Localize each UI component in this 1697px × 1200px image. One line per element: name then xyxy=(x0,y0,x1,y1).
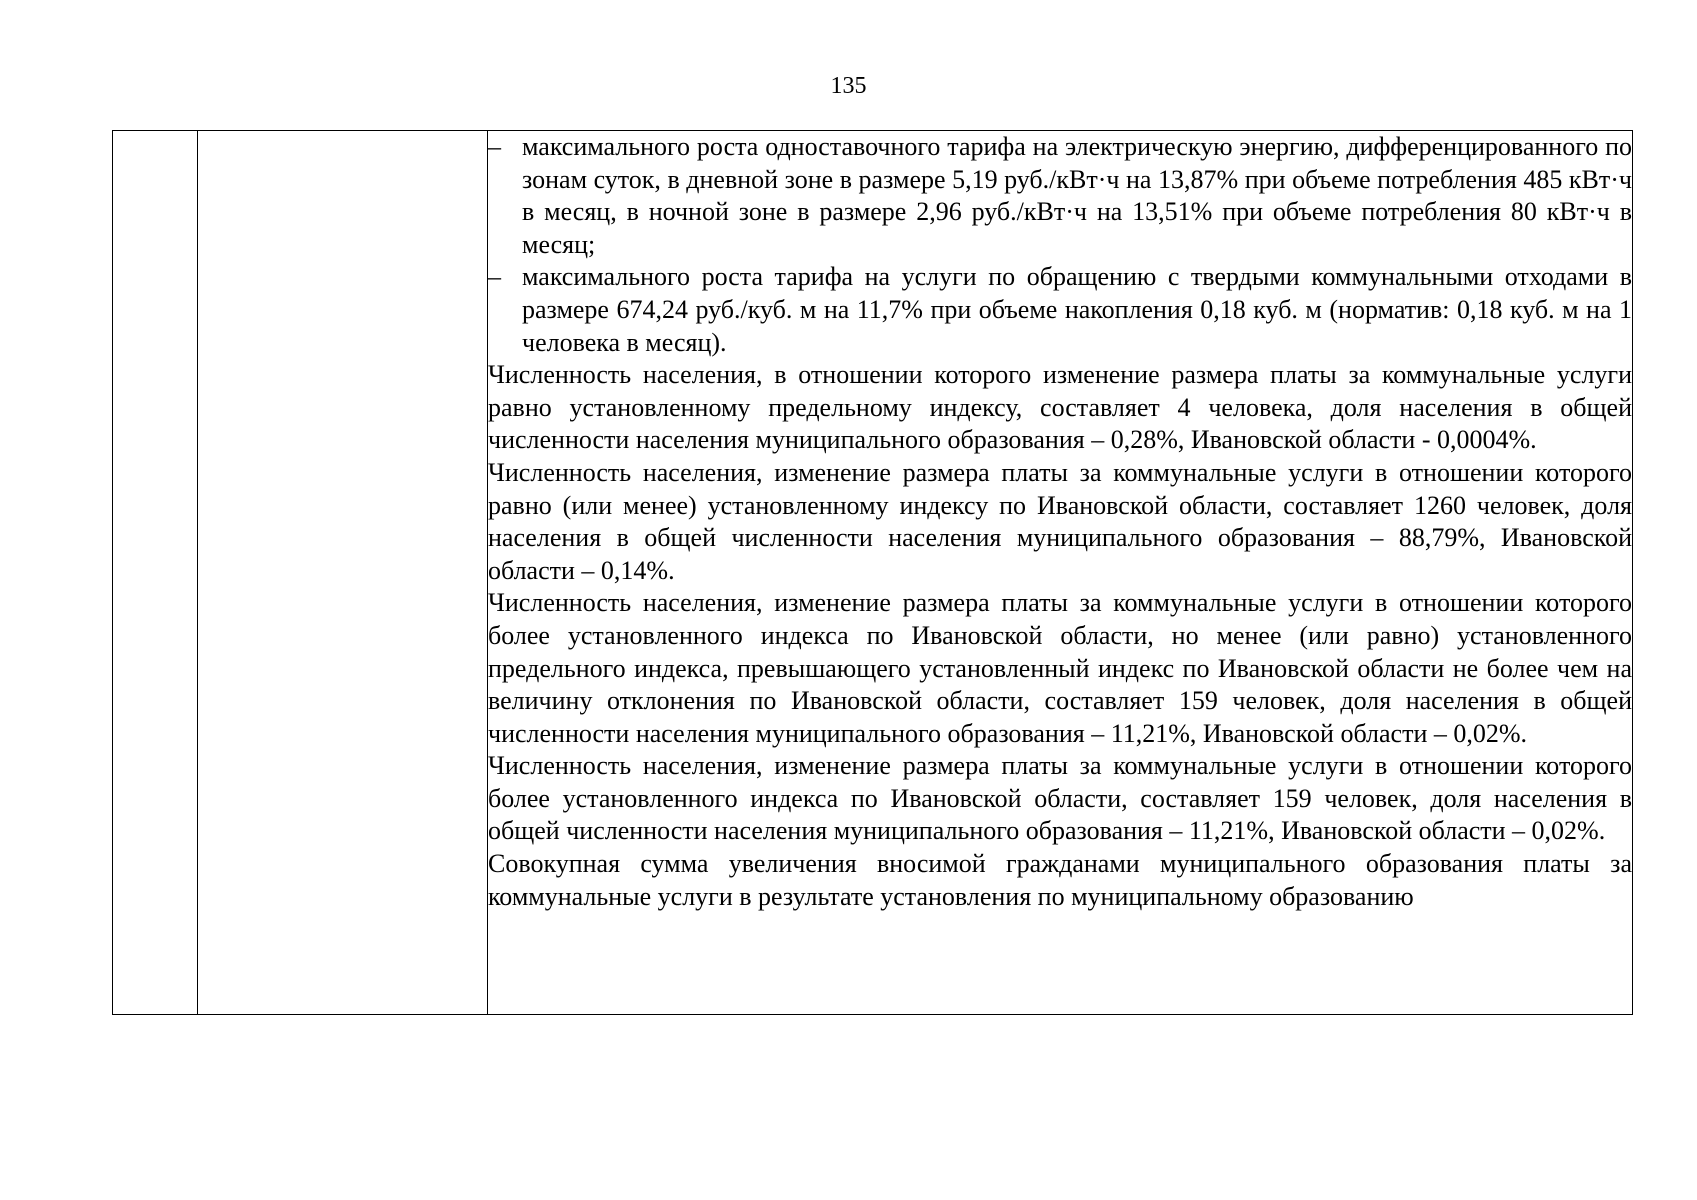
dash-item-text: максимального роста одноставочного тарифа на электрическую энергию, дифференцированного по зонам суток, в дневной зоне в размере 5,19 руб./кВт·ч на 13,87% при объеме потребления 485 кВт·ч в месяц, в ночной зоне в размере 2,96 руб./кВт·ч на 13,51% при объеме потребления 80 кВт·ч в месяц; xyxy=(522,132,1632,259)
dash-marker: – xyxy=(488,262,501,292)
table-cell-content xyxy=(488,131,1633,1015)
dash-list-item xyxy=(488,131,1632,261)
dash-marker: – xyxy=(488,132,501,161)
paragraph: Численность населения, изменение размера платы за коммунальные услуги в отношении которого более установленного индекса по Ивановской области, составляет 159 человек, доля населения в общей численности населения муниципального образования – 11,21%, Ивановской области – 0,02%. xyxy=(488,751,1632,846)
paragraph: Численность населения, изменение размера платы за коммунальные услуги в отношении которого равно (или менее) установленному индексу по Ивановской области, составляет 1260 человек, доля населения в общей численности населения муниципального образования – 88,79%, Ивановской области – 0,14%. xyxy=(488,457,1632,585)
content-text xyxy=(488,131,1632,913)
table-cell-name xyxy=(198,131,488,1015)
table-row xyxy=(113,131,1633,1015)
dash-item-text: максимального роста тарифа на услуги по обращению с твердыми коммунальными отходами в размере 674,24 руб./куб. м на 11,7% при объеме накопления 0,18 куб. м (норматив: 0,18 куб. м на 1 человека в месяц). xyxy=(522,262,1632,357)
paragraph: Совокупная сумма увеличения вносимой гражданами муниципального образования платы за коммунальные услуги в результате установления по муниципальному образованию xyxy=(488,849,1632,911)
page-number: 135 xyxy=(830,73,867,99)
document-table xyxy=(112,130,1633,1015)
table-cell-number xyxy=(113,131,198,1015)
dash-list-item xyxy=(488,261,1632,359)
paragraph: Численность населения, в отношении которого изменение размера платы за коммунальные услуги равно установленному предельному индексу, составляет 4 человека, доля населения в общей численности населения муниципального образования – 0,28%, Ивановской области - 0,0004%. xyxy=(488,360,1632,455)
paragraph: Численность населения, изменение размера платы за коммунальные услуги в отношении которого более установленного индекса по Ивановской области, но менее (или равно) установленного предельного индекса, превышающего установленный индекс по Ивановской области не более чем на величину отклонения по Ивановской области, составляет 159 человек, доля населения в общей численности населения муниципального образования – 11,21%, Ивановской области – 0,02%. xyxy=(488,588,1632,748)
